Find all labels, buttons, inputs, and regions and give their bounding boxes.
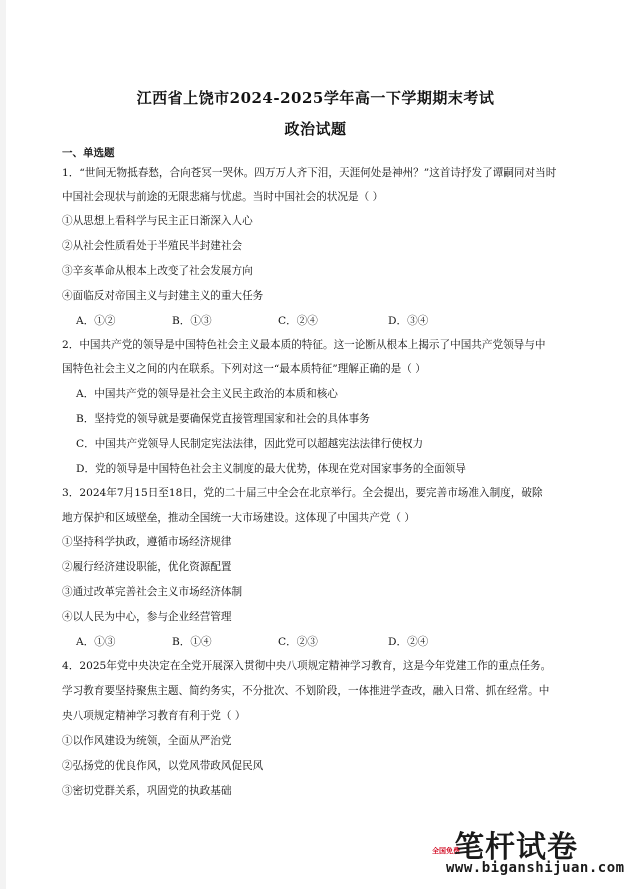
question-4-item-2: ②弘扬党的优良作风，以党风带政风促民风 — [62, 760, 264, 772]
question-1-item-1: ①从思想上看科学与民主正日渐深入人心 — [62, 215, 253, 227]
choice-c: C．②③ — [278, 636, 318, 648]
question-4-item-3: ③密切党群关系，巩固党的执政基础 — [62, 785, 232, 797]
choice-b: B．①④ — [172, 636, 212, 648]
question-2-stem-line-2: 国特色社会主义之间的内在联系。下列对这一“最本质特征”理解正确的是（ ） — [62, 363, 426, 375]
question-3-stem-line-2: 地方保护和区域壁垒，推动全国统一大市场建设。这体现了中国共产党（ ） — [62, 512, 415, 524]
question-3-item-3: ③通过改革完善社会主义市场经济体制 — [62, 586, 243, 598]
question-1-item-3: ③辛亥革命从根本上改变了社会发展方向 — [62, 265, 253, 277]
exam-title: 江西省上饶市2024-2025学年高一下学期期末考试 — [136, 89, 495, 107]
question-4-stem-line-3: 央八项规定精神学习教育有利于党（ ） — [62, 710, 246, 722]
question-2-option-b: B．坚持党的领导就是要确保党直接管理国家和社会的具体事务 — [76, 413, 370, 425]
section-heading: 一、单选题 — [62, 147, 115, 159]
question-4-stem-line-2: 学习教育要坚持聚焦主题、简约务实，不分批次、不划阶段，一体推进学查改，融入日常、抓在经常。中 — [62, 685, 550, 697]
question-2-option-d: D．党的领导是中国特色社会主义制度的最大优势，体现在党对国家事务的全面领导 — [76, 463, 466, 475]
question-2-stem-line-1: 2．中国共产党的领导是中国特色社会主义最本质的特征。这一论断从根本上揭示了中国共产党领导与中 — [62, 339, 546, 351]
question-3-stem-line-1: 3．2024年7月15日至18日，党的二十届三中全会在北京举行。全会提出，要完善市场准入制度，破除 — [62, 487, 543, 499]
question-4-stem-line-1: 4．2025年党中央决定在全党开展深入贯彻中央八项规定精神学习教育，这是今年党建工作的重点任务。 — [62, 660, 552, 672]
watermark-url: www.biganshijuan.com — [446, 860, 625, 876]
question-1-item-2: ②从社会性质看处于半殖民半封建社会 — [62, 240, 243, 252]
question-1-stem-line-1: 1．“世间无物抵春愁，合向苍冥一哭休。四万万人齐下泪，天涯何处是神州？”这首诗抒发了谭嗣同对当时 — [62, 167, 557, 179]
question-3-item-1: ①坚持科学执政，遵循市场经济规律 — [62, 536, 232, 548]
watermark — [420, 822, 625, 882]
choice-a: A．①③ — [76, 636, 116, 648]
watermark-tag: 全国免费 — [432, 847, 460, 855]
choice-c: C．②④ — [278, 315, 318, 327]
choice-b: B．①③ — [172, 315, 212, 327]
question-2-option-c: C．中国共产党领导人民制定宪法法律，因此党可以超越宪法法律行使权力 — [76, 438, 424, 450]
question-2-option-a: A．中国共产党的领导是社会主义民主政治的本质和核心 — [76, 388, 338, 400]
question-1-item-4: ④面临反对帝国主义与封建主义的重大任务 — [62, 290, 264, 302]
choice-d: D．③④ — [388, 315, 429, 327]
question-1-stem-line-2: 中国社会现状与前途的无限悲痛与忧虑。当时中国社会的状况是（ ） — [62, 191, 384, 203]
choice-a: A．①② — [76, 315, 116, 327]
question-3-item-4: ④以人民为中心，参与企业经营管理 — [62, 611, 232, 623]
exam-subject: 政治试题 — [284, 120, 347, 138]
choice-d: D．②④ — [388, 636, 429, 648]
question-3-item-2: ②履行经济建设职能，优化资源配置 — [62, 561, 232, 573]
watermark-brand: 笔杆试卷 — [454, 830, 578, 865]
question-4-item-1: ①以作风建设为统领，全面从严治党 — [62, 735, 232, 747]
